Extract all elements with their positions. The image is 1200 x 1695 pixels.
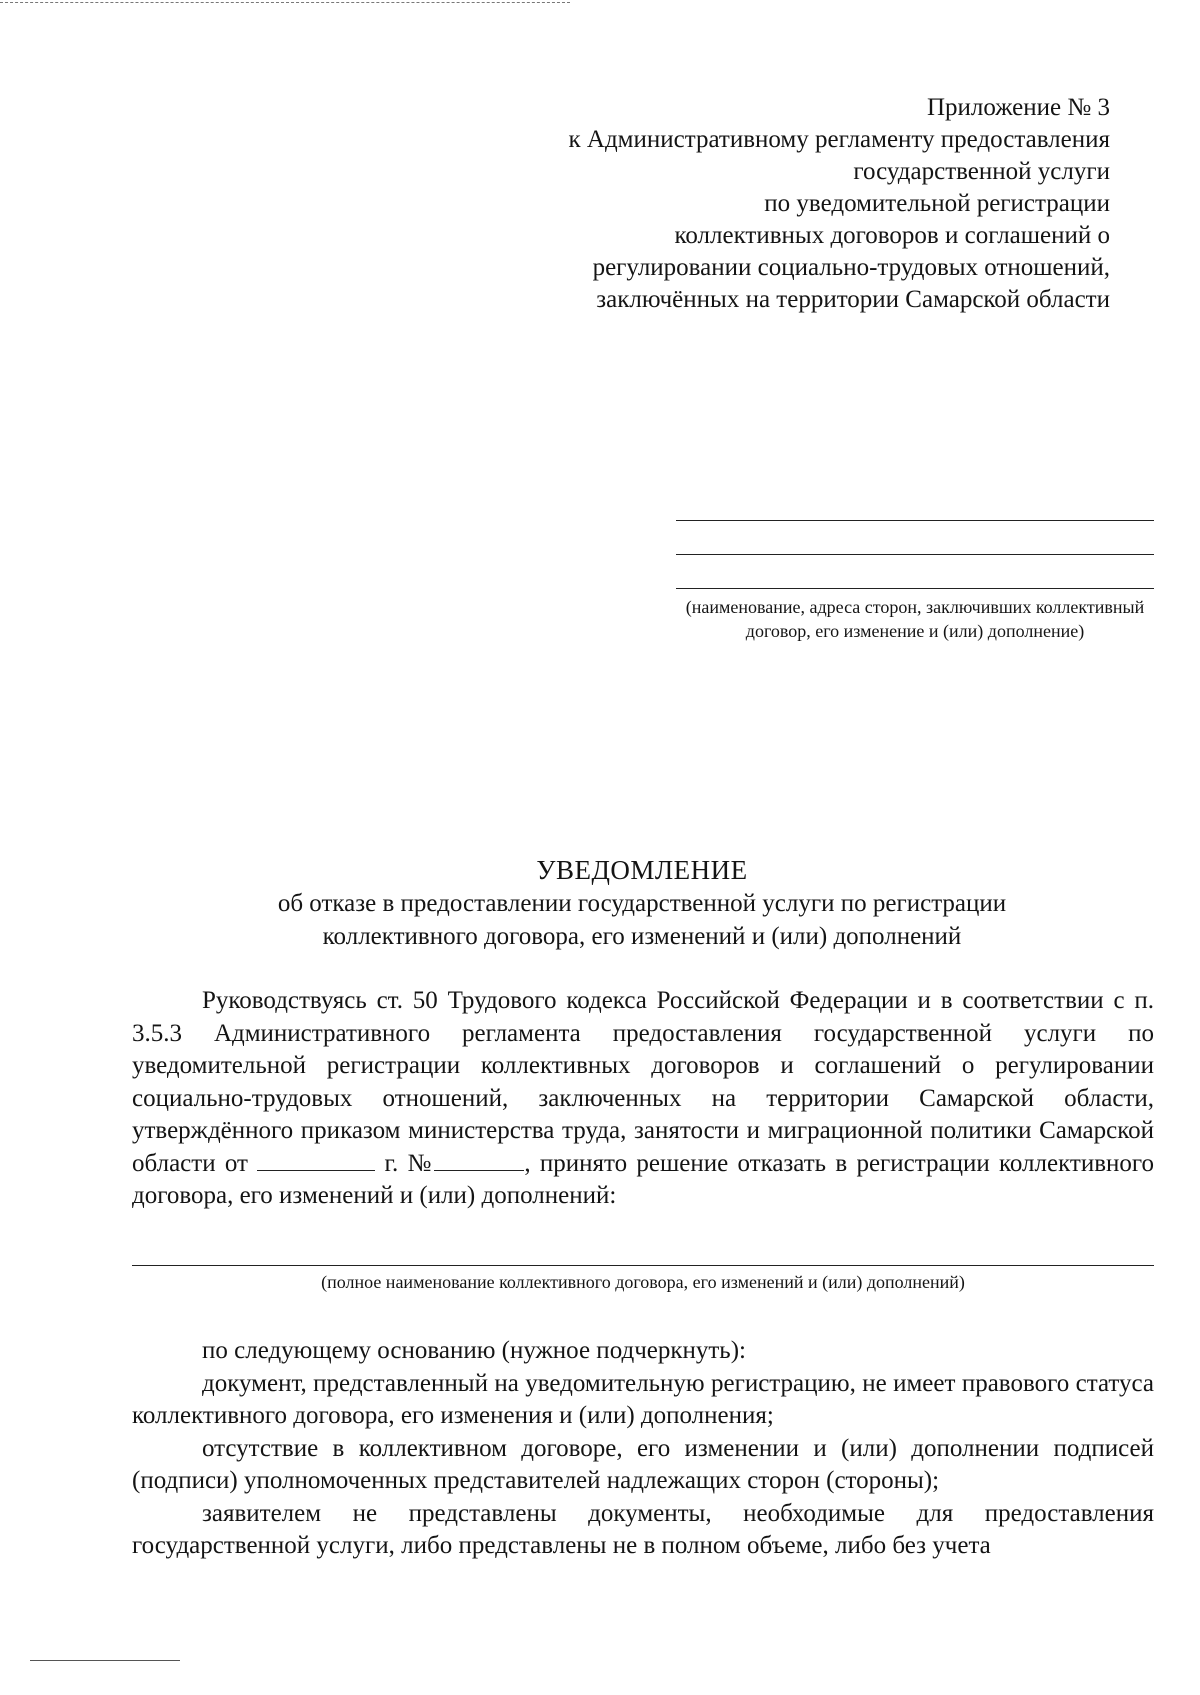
addressee-caption: (наименование, адреса сторон, заключивших коллективный договор, его изменение и (или) дополнение) bbox=[685, 597, 1145, 641]
agreement-name-blank-line bbox=[132, 1265, 1154, 1266]
appendix-line: по уведомительной регистрации bbox=[764, 190, 1110, 217]
decision-text-before-date: Руководствуясь ст. 50 Трудового кодекса Российской Федерации и в соответствии с п. 3.5.3 Административного регламента предоставления государственной услуги по уведомительной регистрации коллективных договоров и соглашений о регулировании социально-трудовых отношений, заключенных на территории Самарской области, утверждённого приказом министерства труда, занятости и миграционной политики Самарской области от bbox=[132, 987, 1154, 1177]
addressee-blank-line bbox=[676, 520, 1154, 521]
ground-item: документ, представленный на уведомительную регистрацию, не имеет правового статуса коллективного договора, его изменения и (или) дополнения; bbox=[132, 1369, 1154, 1429]
notice-title: УВЕДОМЛЕНИЕ bbox=[536, 855, 748, 885]
decision-paragraph bbox=[132, 985, 1154, 1213]
appendix-line: к Административному регламенту предоставления bbox=[568, 126, 1110, 153]
addressee-blank-line bbox=[676, 588, 1154, 589]
notice-subtitle-line: об отказе в предоставлении государственной услуги по регистрации bbox=[277, 890, 1007, 917]
appendix-line: заключённых на территории Самарской области bbox=[596, 286, 1110, 313]
year-suffix: г. bbox=[384, 1149, 399, 1177]
appendix-header bbox=[470, 92, 1110, 316]
appendix-line: коллективных договоров и соглашений о bbox=[674, 222, 1110, 249]
number-blank bbox=[434, 1148, 524, 1171]
appendix-line: регулировании социально-трудовых отношений, bbox=[592, 254, 1110, 281]
date-blank bbox=[257, 1148, 375, 1171]
notice-title-block bbox=[130, 853, 1154, 953]
notice-subtitle-line: коллективного договора, его изменений и (или) дополнений bbox=[322, 923, 962, 950]
decision-text bbox=[132, 985, 1154, 1213]
refusal-grounds bbox=[132, 1335, 1154, 1563]
grounds-intro: по следующему основанию (нужное подчеркнуть): bbox=[202, 1337, 746, 1364]
ground-item: заявителем не представлены документы, необходимые для предоставления государственной услуги, либо представлены не в полном объеме, либо без учета bbox=[132, 1499, 1154, 1559]
footnote-separator-line bbox=[30, 1660, 180, 1661]
agreement-name-caption: (полное наименование коллективного договора, его изменений и (или) дополнений) bbox=[321, 1272, 965, 1292]
addressee-block bbox=[676, 520, 1154, 643]
decision-text-after-number: , принято решение отказать в регистрации коллективного договора, его изменений и (или) дополнений: bbox=[132, 1149, 1155, 1209]
addressee-blank-line bbox=[676, 554, 1154, 555]
appendix-line: государственной услуги bbox=[853, 158, 1110, 185]
ground-item: отсутствие в коллективном договоре, его изменении и (или) дополнении подписей (подписи) уполномоченных представителей надлежащих сторон (стороны); bbox=[132, 1434, 1154, 1494]
scan-edge-dashed-line bbox=[0, 2, 570, 3]
number-sign: № bbox=[407, 1149, 435, 1177]
appendix-line: Приложение № 3 bbox=[926, 94, 1110, 121]
